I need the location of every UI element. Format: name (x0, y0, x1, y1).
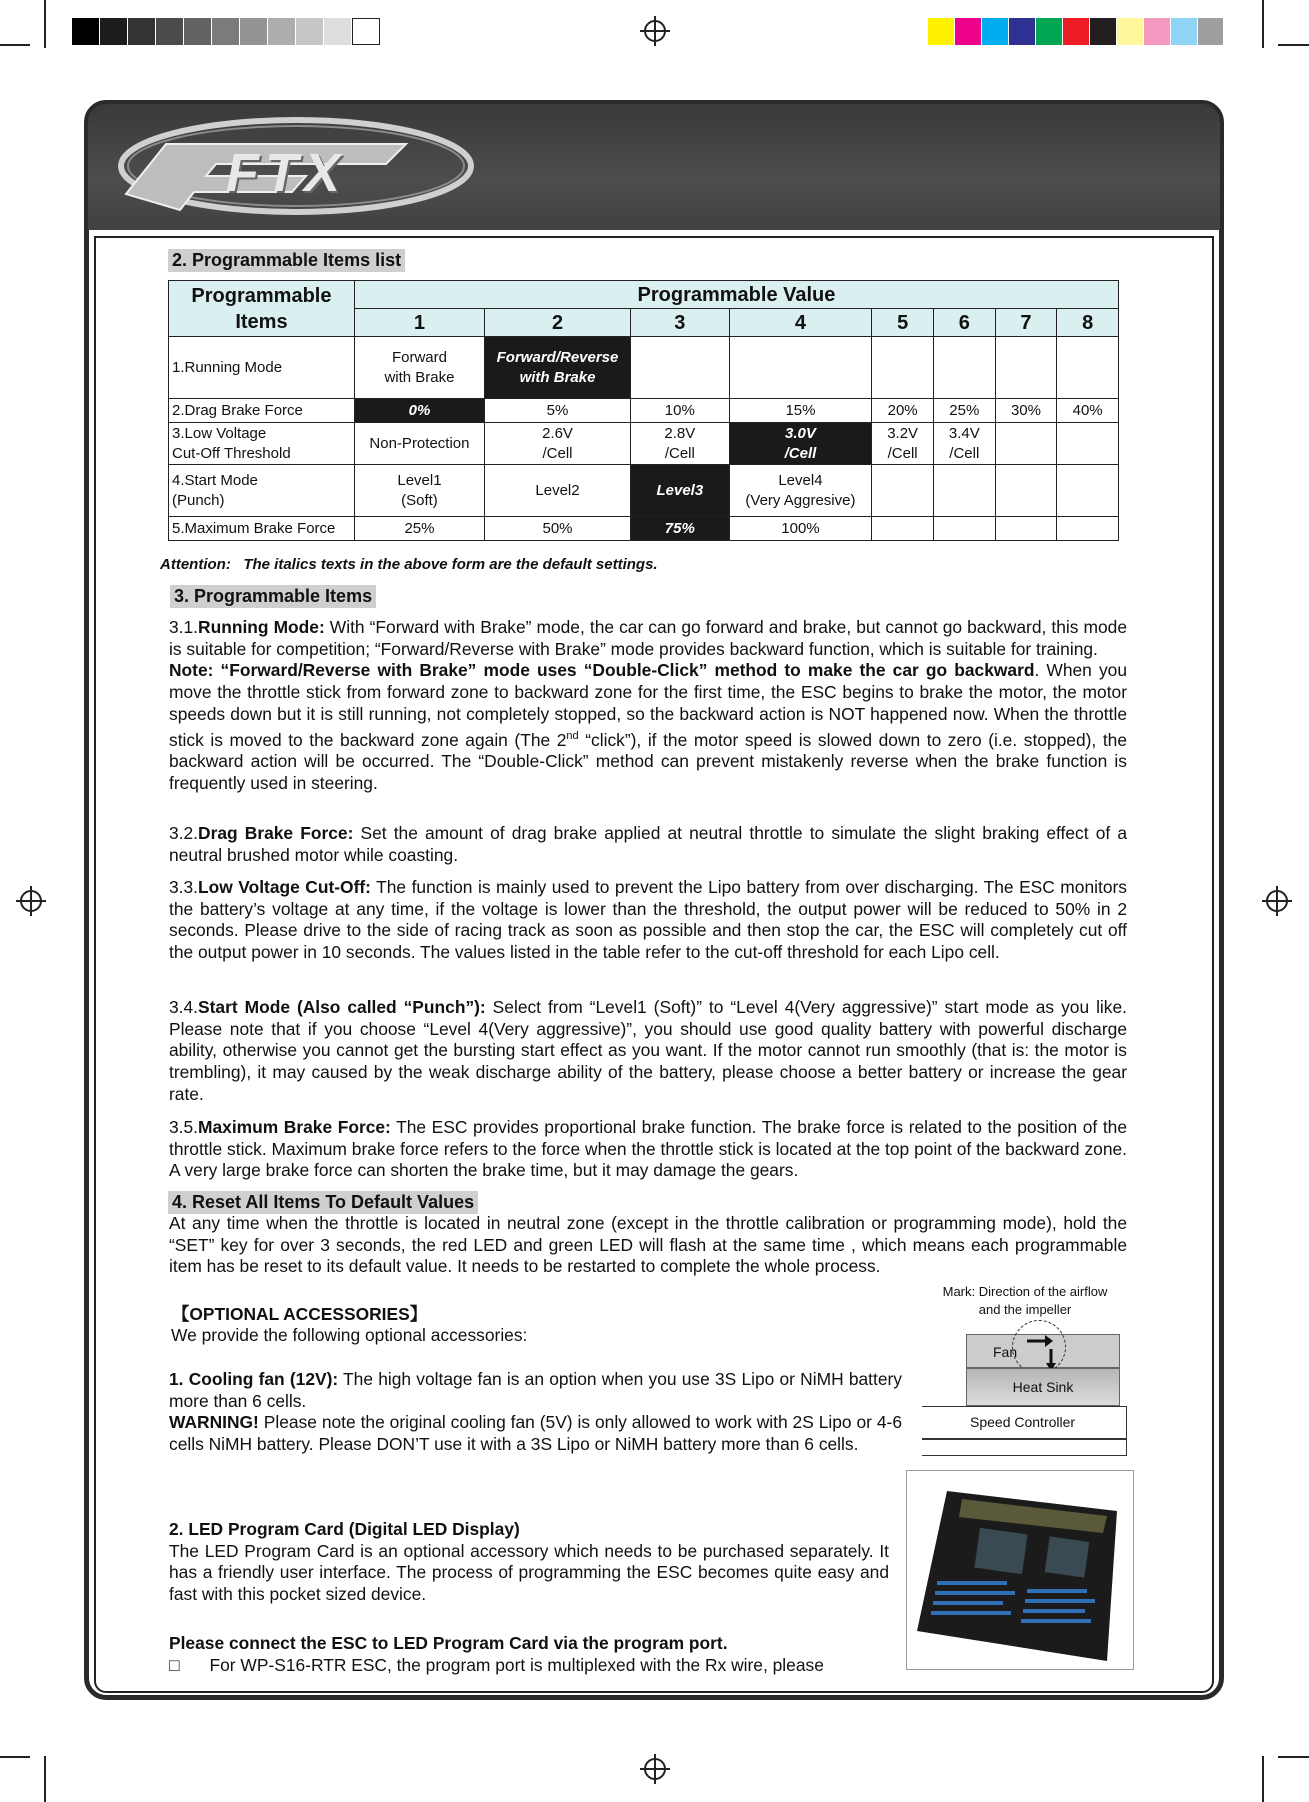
programmable-items-table (168, 280, 1119, 541)
registration-mark (20, 890, 42, 912)
section-title-items-list: 2. Programmable Items list (168, 249, 405, 272)
impeller-icon (1012, 1320, 1066, 1374)
table-cell: 15% (729, 399, 872, 423)
table-cell: 10% (631, 399, 730, 423)
ftx-logo (106, 114, 476, 226)
crop-mark (1262, 0, 1264, 48)
table-cell: 2.6V /Cell (485, 423, 631, 465)
table-cell-default: Forward/Reverse with Brake (485, 337, 631, 399)
column-header: 1 (354, 309, 484, 337)
registration-mark (644, 20, 666, 42)
paragraph-cooling-fan: 1. Cooling fan (12V): The high voltage fan is an option when you use 3S Lipo or NiMH battery more than 6 cells. WARNING! Please note the original cooling fan (5V) is only allowed to work with 2S Lipo or 4-6 cells NiMH battery. Please DON’T use it with a 3S Lipo or NiMH battery more than 6 cells. (169, 1369, 902, 1455)
table-cell: Level4 (Very Aggresive) (729, 465, 872, 517)
registration-mark (1266, 890, 1288, 912)
column-header: 8 (1057, 309, 1119, 337)
table-row (169, 423, 1119, 465)
crop-mark (44, 0, 46, 48)
page-header (88, 104, 1220, 230)
table-cell: 40% (1057, 399, 1119, 423)
column-header: 4 (729, 309, 872, 337)
bullet-icon: □ (169, 1655, 180, 1675)
paragraph-led-card: 2. LED Program Card (Digital LED Display) The LED Program Card is an optional accessory which needs to be purchased separately. It has a friendly user interface. The process of programming the ESC becomes quite easy and fast with this pocket sized device. (169, 1519, 889, 1605)
row-label: 4.Start Mode (Punch) (169, 465, 355, 517)
table-cell-default: 75% (631, 517, 730, 541)
paragraph-low-voltage: 3.3.Low Voltage Cut-Off: The function is mainly used to prevent the Lipo battery from over discharging. The ESC monitors the battery’s voltage at any time, if the voltage is lower than the threshold, the output power will be reduced to 50% in 2 seconds. Please drive to the side of racing track as soon as possible and then stop the car, the ESC will completely cut off the output power in 10 seconds. The values listed in the table refer to the cut-off threshold for each Lipo cell. (169, 877, 1127, 963)
table-header-value: Programmable Value (354, 281, 1118, 309)
table-cell: Level1 (Soft) (354, 465, 484, 517)
crop-mark (44, 1756, 46, 1802)
paragraph-running-mode: 3.1.Running Mode: With “Forward with Brake” mode, the car can go forward and brake, but cannot go backward, this mode is suitable for competition; “Forward/Reverse with Brake” mode provides backward function, which is suitable for training. Note: “Forward/Reverse with Brake” mode uses “Double-Click” method to make the car go backward. When you move the throttle stick from forward zone to backward zone for the first time, the ESC begins to brake the motor, the motor speeds down but it is still running, not completely stopped, so the backward action is NOT happened now. When the throttle stick is moved to the backward zone again (The 2nd “click”), if the motor speed is slowed down to zero (i.e. stopped), the backward action will be occurred. The “Double-Click” method can prevent mistakenly reverse when the brake function is frequently used in steering. (169, 617, 1128, 793)
table-cell: 20% (872, 399, 934, 423)
table-cell: 25% (354, 517, 484, 541)
heat-sink-block: Heat Sink (966, 1368, 1120, 1406)
connect-instruction: Please connect the ESC to LED Program Card via the program port. (169, 1633, 728, 1653)
column-header: 3 (631, 309, 730, 337)
fan-block: Fan (966, 1334, 1120, 1368)
program-card-photo (906, 1470, 1134, 1670)
table-cell: 3.2V /Cell (872, 423, 934, 465)
row-label: 3.Low Voltage Cut-Off Threshold (169, 423, 355, 465)
section-title-reset: 4. Reset All Items To Default Values (168, 1191, 478, 1214)
table-header-items: Programmable Items (169, 281, 355, 337)
crop-mark (1262, 1756, 1264, 1802)
logo-text: FTX (226, 143, 346, 203)
table-row (169, 517, 1119, 541)
table-cell: Forward with Brake (354, 337, 484, 399)
table-cell-default: 0% (354, 399, 484, 423)
table-cell: 30% (995, 399, 1057, 423)
row-label: 2.Drag Brake Force (169, 399, 355, 423)
paragraph-reset: At any time when the throttle is located in neutral zone (except in the throttle calibration or programming mode), hold the “SET” key for over 3 seconds, the red LED and green LED will flash at the same time , which means each programmable item has be reset to its default value. It needs to be restarted to complete the whole process. (169, 1213, 1127, 1277)
column-header: 5 (872, 309, 934, 337)
bullet-item: □ For WP-S16-RTR ESC, the program port is multiplexed with the Rx wire, please (169, 1655, 824, 1675)
table-row (169, 465, 1119, 517)
crop-mark (0, 44, 30, 46)
crop-mark (1278, 44, 1309, 46)
speed-controller-block: Speed Controller (922, 1406, 1127, 1456)
table-cell-default: 3.0V /Cell (729, 423, 872, 465)
table-cell: Non-Protection (354, 423, 484, 465)
paragraph-drag-brake: 3.2.Drag Brake Force: Set the amount of drag brake applied at neutral throttle to simulate the slight braking effect of a neutral brushed motor while coasting. (169, 823, 1127, 865)
table-row (169, 399, 1119, 423)
paragraph-max-brake: 3.5.Maximum Brake Force: The ESC provides proportional brake function. The brake force is related to the position of the throttle stick. Maximum brake force refers to the force when the throttle stick is located at the top point of the backward zone. A very large brake force can shorten the brake time, but it may damage the gears. (169, 1117, 1127, 1181)
paragraph-start-mode: 3.4.Start Mode (Also called “Punch”): Select from “Level1 (Soft)” to “Level 4(Very aggressive)” start mode as you like. Please note that if you choose “Level 4(Very aggressive)”, you should use good quality battery with powerful discharge ability, otherwise you cannot get the bursting start effect as you want. If the motor cannot run smoothly (that is: the motor is trembling), it may caused by the weak discharge ability of the battery, please choose a better battery or increase the gear rate. (169, 997, 1127, 1104)
table-cell: 5% (485, 399, 631, 423)
row-label: 5.Maximum Brake Force (169, 517, 355, 541)
registration-mark (644, 1758, 666, 1780)
table-row (169, 337, 1119, 399)
attention-note: Attention: The italics texts in the above form are the default settings. (160, 556, 658, 573)
column-header: 7 (995, 309, 1057, 337)
table-cell: 3.4V /Cell (933, 423, 995, 465)
table-cell: 100% (729, 517, 872, 541)
table-cell: 50% (485, 517, 631, 541)
crop-mark (1278, 1756, 1309, 1758)
crop-mark (0, 1756, 30, 1758)
column-header: 2 (485, 309, 631, 337)
accessories-title: 【OPTIONAL ACCESSORIES】 (172, 1304, 428, 1324)
airflow-mark-caption: Mark: Direction of the airflow and the impeller (942, 1284, 1108, 1317)
table-cell: Level2 (485, 465, 631, 517)
table-cell: 2.8V /Cell (631, 423, 730, 465)
column-header: 6 (933, 309, 995, 337)
accessories-intro: We provide the following optional accessories: (171, 1325, 528, 1345)
table-cell-default: Level3 (631, 465, 730, 517)
section-title-programmable-items: 3. Programmable Items (170, 585, 376, 608)
table-cell: 25% (933, 399, 995, 423)
row-label: 1.Running Mode (169, 337, 355, 399)
